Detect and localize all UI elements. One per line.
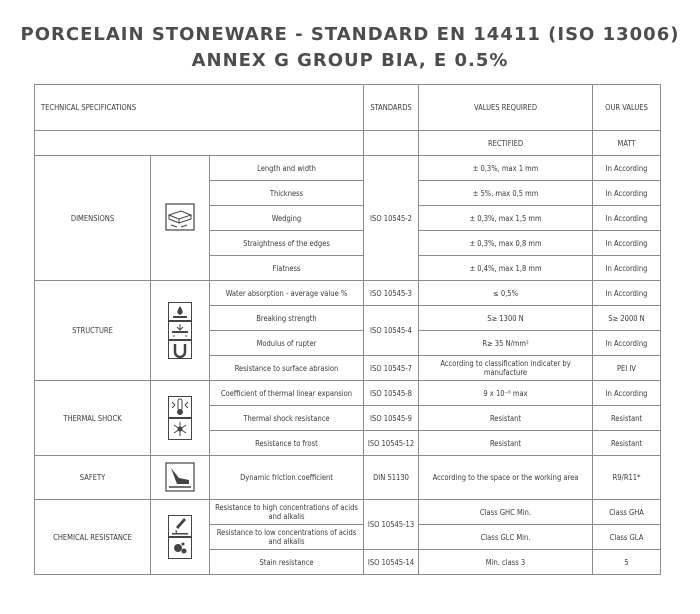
- our-value: S≥ 2000 N: [593, 306, 661, 331]
- header-standards: STANDARDS: [364, 85, 419, 131]
- standard-cell: ISO 10545-2: [364, 156, 419, 281]
- our-value: In According: [593, 181, 661, 206]
- our-value: In According: [593, 331, 661, 356]
- header-row: [35, 85, 661, 131]
- required-value: ± 0,3%, max 1 mm: [419, 156, 593, 181]
- frost-icon: [168, 418, 192, 440]
- standard-cell: ISO 10545-13: [364, 500, 419, 550]
- our-value: In According: [593, 256, 661, 281]
- header-values-required: VALUES REQUIRED: [419, 85, 593, 131]
- our-value: In According: [593, 206, 661, 231]
- spec-label: Resistance to frost: [210, 431, 364, 456]
- standard-cell: ISO 10545-8: [364, 381, 419, 406]
- required-value: Resistant: [419, 431, 593, 456]
- spec-label: Resistance to high concentrations of acids and alkalis: [210, 500, 364, 525]
- standard-cell: ISO 10545-4: [364, 306, 419, 356]
- subheader-matt: MATT: [593, 131, 661, 156]
- table-row: [35, 281, 661, 306]
- standard-cell: ISO 10545-12: [364, 431, 419, 456]
- table-row: [35, 156, 661, 181]
- required-value: Class GHC Min.: [419, 500, 593, 525]
- title-line-1: PORCELAIN STONEWARE - STANDARD EN 14411 (ISO 13006): [20, 24, 680, 45]
- spec-label: Length and width: [210, 156, 364, 181]
- tile-dimensions-icon: [165, 203, 195, 231]
- our-value: Resistant: [593, 431, 661, 456]
- required-value: ± 0,3%, max 1,5 mm: [419, 206, 593, 231]
- slip-icon: [165, 462, 195, 492]
- spec-label: Resistance to low concentrations of acids and alkalis: [210, 525, 364, 550]
- standard-cell: ISO 10545-7: [364, 356, 419, 381]
- standard-cell: ISO 10545-3: [364, 281, 419, 306]
- spec-label: Straightness of the edges: [210, 231, 364, 256]
- our-value: Resistant: [593, 406, 661, 431]
- group-thermal-shock: THERMAL SHOCK: [35, 381, 151, 456]
- required-value: Class GLC Min.: [419, 525, 593, 550]
- group-safety: SAFETY: [35, 456, 151, 500]
- table-row: [35, 456, 661, 500]
- stain-icon: [168, 537, 192, 559]
- spec-label: Flatness: [210, 256, 364, 281]
- specifications-table: [34, 84, 661, 575]
- spec-label: Thermal shock resistance: [210, 406, 364, 431]
- title-line-2: ANNEX G GROUP BIA, E 0.5%: [191, 50, 509, 71]
- required-value: ± 5%, max 0,5 mm: [419, 181, 593, 206]
- required-value: According to the space or the working area: [419, 456, 593, 500]
- standard-cell: DIN 51130: [364, 456, 419, 500]
- standard-cell: ISO 10545-14: [364, 550, 419, 575]
- chemical-drop-icon: [168, 515, 192, 537]
- our-value: In According: [593, 231, 661, 256]
- our-value: In According: [593, 281, 661, 306]
- our-value: PEI IV: [593, 356, 661, 381]
- breaking-strength-icon: [168, 321, 192, 340]
- spec-label: Water absorption - average value %: [210, 281, 364, 306]
- water-drop-icon: [168, 302, 192, 321]
- group-structure: STRUCTURE: [35, 281, 151, 381]
- required-value: ≤ 0,5%: [419, 281, 593, 306]
- our-value: Class GLA: [593, 525, 661, 550]
- header-tech-spec: TECHNICAL SPECIFICATIONS: [35, 85, 364, 131]
- required-value: R≥ 35 N/mm²: [419, 331, 593, 356]
- spec-label: Stain resistance: [210, 550, 364, 575]
- spec-label: Resistance to surface abrasion: [210, 356, 364, 381]
- our-value: Class GHA: [593, 500, 661, 525]
- required-value: S≥ 1300 N: [419, 306, 593, 331]
- our-value: In According: [593, 156, 661, 181]
- subheader-row: [35, 131, 661, 156]
- standard-cell: ISO 10545-9: [364, 406, 419, 431]
- spec-label: Dynamic friction coefficient: [210, 456, 364, 500]
- required-value: ± 0,4%, max 1,8 mm: [419, 256, 593, 281]
- spec-label: Modulus of rupter: [210, 331, 364, 356]
- table-row: [35, 500, 661, 525]
- spec-label: Breaking strength: [210, 306, 364, 331]
- abrasion-icon: [168, 340, 192, 359]
- our-value: In According: [593, 381, 661, 406]
- thermometer-icon: [168, 396, 192, 418]
- group-dimensions: DIMENSIONS: [35, 156, 151, 281]
- spec-label: Thickness: [210, 181, 364, 206]
- subheader-rectified: RECTIFIED: [419, 131, 593, 156]
- table-row: [35, 381, 661, 406]
- required-value: 9 x 10⁻⁶ max: [419, 381, 593, 406]
- required-value: Resistant: [419, 406, 593, 431]
- required-value: ± 0,3%, max 0,8 mm: [419, 231, 593, 256]
- spec-label: Coefficient of thermal linear expansion: [210, 381, 364, 406]
- spec-label: Wedging: [210, 206, 364, 231]
- required-value: Min. class 3: [419, 550, 593, 575]
- header-our-values: OUR VALUES: [593, 85, 661, 131]
- required-value: According to classification indicater by manufacture: [419, 356, 593, 381]
- our-value: 5: [593, 550, 661, 575]
- our-value: R9/R11*: [593, 456, 661, 500]
- group-chemical-resistance: CHEMICAL RESISTANCE: [35, 500, 151, 575]
